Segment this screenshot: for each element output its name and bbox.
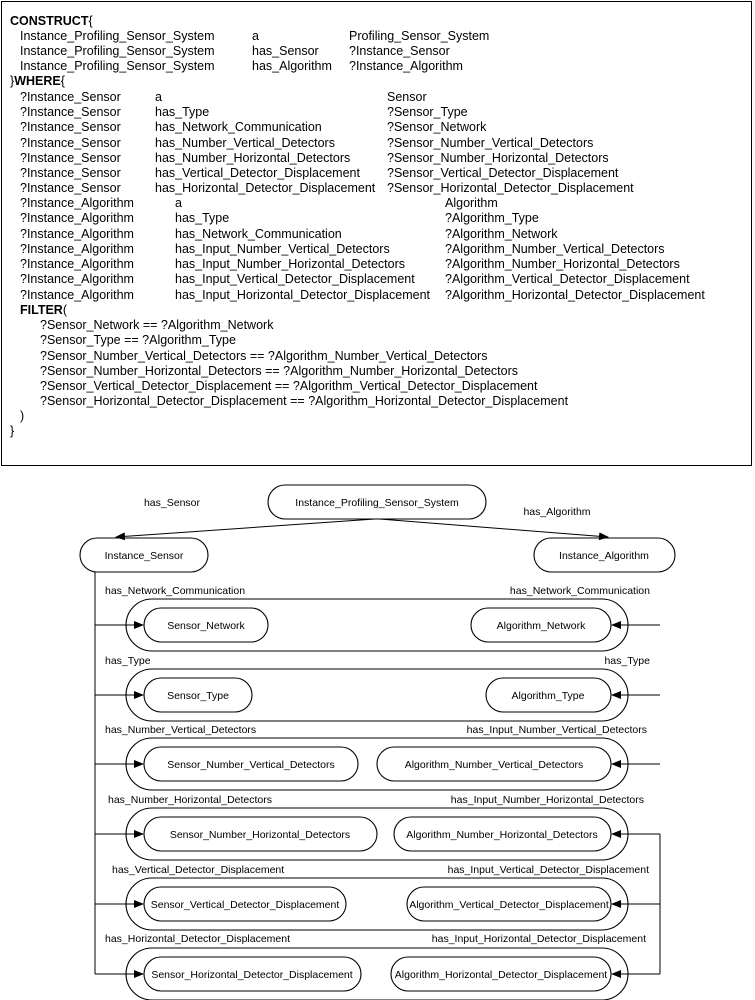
has-algorithm-label: has_Algorithm [523,506,591,518]
where-predicate: has_Input_Number_Vertical_Detectors [175,242,390,256]
algorithm-property-label: has_Type [604,655,650,667]
where-object: ?Sensor_Horizontal_Detector_Displacement [387,181,634,195]
where-predicate: has_Horizontal_Detector_Displacement [155,181,376,195]
filter-condition: ?Sensor_Number_Vertical_Detectors == ?Algorithm_Number_Vertical_Detectors [40,349,488,363]
where-close-brace: } [10,74,15,88]
where-subject: ?Instance_Algorithm [20,257,134,271]
where-keyword: WHERE [14,74,61,88]
construct-object: ?Instance_Algorithm [349,59,463,73]
instance-sensor-label: Instance_Sensor [104,550,184,562]
algorithm-value-label: Algorithm_Number_Vertical_Detectors [404,759,584,771]
has-algorithm-edge [379,519,608,537]
instance-algorithm-label: Instance_Algorithm [559,550,649,562]
where-object: ?Sensor_Type [387,105,468,119]
where-predicate: has_Type [155,105,210,119]
algorithm-property-label: has_Input_Number_Vertical_Detectors [466,724,647,736]
filter-open-paren: ( [62,303,67,317]
where-object: Algorithm [445,196,498,210]
where-predicate: has_Number_Vertical_Detectors [155,136,335,150]
where-predicate: has_Network_Communication [175,227,342,241]
construct-object: Profiling_Sensor_System [349,29,490,43]
algorithm-value-label: Algorithm_Number_Horizontal_Detectors [406,829,598,841]
sensor-property-label: has_Type [105,655,151,667]
where-object: ?Sensor_Vertical_Detector_Displacement [387,166,619,180]
has-sensor-edge [116,519,375,537]
where-subject: ?Instance_Algorithm [20,211,134,225]
sensor-value-label: Sensor_Vertical_Detector_Displacement [150,899,340,911]
ontology-graph [0,475,755,1000]
construct-subject: Instance_Profiling_Sensor_System [20,29,215,43]
sparql-query-box [1,1,752,466]
construct-line [10,14,93,29]
where-subject: ?Instance_Algorithm [20,272,134,286]
where-subject: ?Instance_Algorithm [20,242,134,256]
algorithm-property-label: has_Input_Number_Horizontal_Detectors [450,794,644,806]
sensor-value-label: Sensor_Horizontal_Detector_Displacement [151,969,353,981]
filter-condition: ?Sensor_Network == ?Algorithm_Network [40,318,274,332]
where-subject: ?Instance_Algorithm [20,196,134,210]
where-subject: ?Instance_Algorithm [20,288,134,302]
query-close-brace: } [10,424,15,438]
sensor-property-label: has_Vertical_Detector_Displacement [112,864,285,876]
where-object: ?Sensor_Number_Horizontal_Detectors [387,151,609,165]
where-open-brace: { [60,74,65,88]
construct-predicate: has_Algorithm [252,59,332,73]
where-subject: ?Instance_Sensor [20,151,121,165]
sensor-property-label: has_Network_Communication [105,585,246,597]
has-sensor-label: has_Sensor [143,497,201,509]
root-node-label: Instance_Profiling_Sensor_System [295,497,459,509]
construct-open-brace: { [88,14,93,28]
where-subject: ?Instance_Sensor [20,90,121,104]
where-object: Sensor [387,90,427,104]
where-object: ?Algorithm_Vertical_Detector_Displacement [445,272,690,286]
where-predicate: a [155,90,162,104]
construct-subject: Instance_Profiling_Sensor_System [20,44,215,58]
sensor-value-label: Sensor_Number_Vertical_Detectors [167,759,335,771]
where-object: ?Algorithm_Network [445,227,558,241]
where-predicate: has_Number_Horizontal_Detectors [155,151,351,165]
where-subject: ?Instance_Sensor [20,105,121,119]
filter-keyword: FILTER [20,303,63,317]
where-subject: ?Instance_Sensor [20,181,121,195]
filter-condition: ?Sensor_Type == ?Algorithm_Type [40,333,236,347]
construct-predicate: has_Sensor [252,44,319,58]
where-predicate: has_Type [175,211,230,225]
where-predicate: has_Input_Number_Horizontal_Detectors [175,257,405,271]
algorithm-value-label: Algorithm_Horizontal_Detector_Displacement [394,969,608,981]
sensor-property-label: has_Number_Vertical_Detectors [105,724,257,736]
where-predicate: has_Network_Communication [155,120,322,134]
where-predicate: has_Input_Vertical_Detector_Displacement [175,272,415,286]
sensor-value-label: Sensor_Type [167,690,229,702]
where-predicate: has_Vertical_Detector_Displacement [155,166,360,180]
algorithm-property-label: has_Input_Vertical_Detector_Displacement [447,864,649,876]
sensor-value-label: Sensor_Number_Horizontal_Detectors [169,829,351,841]
sensor-value-label: Sensor_Network [167,620,245,632]
filter-close-paren: ) [20,409,25,423]
algorithm-value-label: Algorithm_Network [496,620,586,632]
construct-predicate: a [252,29,259,43]
where-line [10,74,65,89]
sensor-property-label: has_Number_Horizontal_Detectors [108,794,272,806]
construct-keyword: CONSTRUCT [10,14,89,28]
sensor-property-label: has_Horizontal_Detector_Displacement [105,933,291,945]
construct-object: ?Instance_Sensor [349,44,450,58]
filter-line [20,303,67,318]
where-subject: ?Instance_Sensor [20,120,121,134]
where-predicate: a [175,196,182,210]
where-object: ?Algorithm_Number_Vertical_Detectors [445,242,665,256]
where-object: ?Algorithm_Number_Horizontal_Detectors [445,257,680,271]
filter-condition: ?Sensor_Number_Horizontal_Detectors == ?Algorithm_Number_Horizontal_Detectors [40,364,519,378]
algorithm-value-label: Algorithm_Vertical_Detector_Displacement [409,899,609,911]
algorithm-value-label: Algorithm_Type [511,690,585,702]
where-object: ?Algorithm_Type [445,211,539,225]
algorithm-property-label: has_Network_Communication [509,585,650,597]
filter-condition: ?Sensor_Vertical_Detector_Displacement == ?Algorithm_Vertical_Detector_Displacement [40,379,538,393]
where-subject: ?Instance_Sensor [20,136,121,150]
where-object: ?Sensor_Number_Vertical_Detectors [387,136,594,150]
algorithm-property-label: has_Input_Horizontal_Detector_Displacement [431,933,646,945]
where-predicate: has_Input_Horizontal_Detector_Displacement [175,288,431,302]
where-object: ?Algorithm_Horizontal_Detector_Displacement [445,288,705,302]
construct-subject: Instance_Profiling_Sensor_System [20,59,215,73]
filter-condition: ?Sensor_Horizontal_Detector_Displacement == ?Algorithm_Horizontal_Detector_Displacement [40,394,569,408]
where-object: ?Sensor_Network [387,120,487,134]
where-subject: ?Instance_Algorithm [20,227,134,241]
where-subject: ?Instance_Sensor [20,166,121,180]
